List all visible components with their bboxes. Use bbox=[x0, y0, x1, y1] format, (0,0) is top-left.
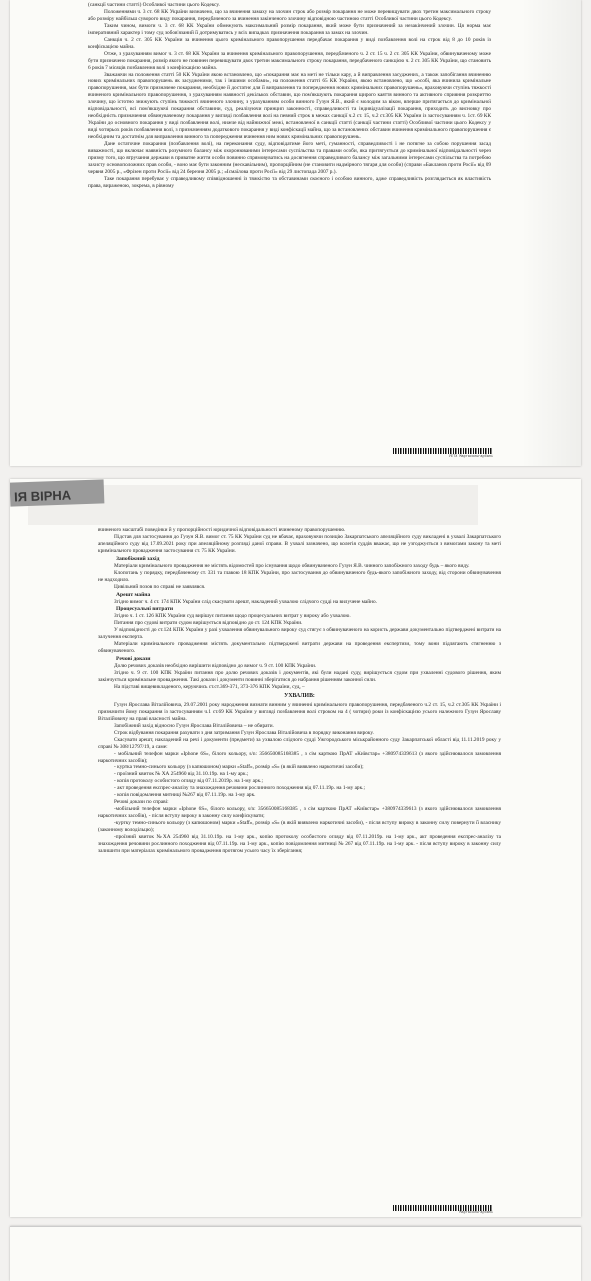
verdict-heading: УХВАЛИВ: bbox=[284, 692, 315, 699]
paragraph: На підставі вищевикладеного, керуючись ст.ст.369-371, 373-376 КПК України, суд, – bbox=[114, 683, 305, 690]
paragraph: Положеннями ч. 3 ст. 68 КК України визначено, що за вчинення замаху на злочин строк або розмір покарання не може перевищувати двох третин максимального строку або розміру найбільш суворого виду покарання, передбаченого за вчинення закінченого злочину відповідною частиною статті Особливої частини цього Кодексу. bbox=[88, 8, 491, 22]
section-heading: Арешт майна bbox=[116, 591, 151, 598]
barcode-number: Маргасольгарбані bbox=[459, 1211, 493, 1215]
paragraph: вчиненого масштабі поведінки й у пропорційності юридичної відповідальності вчиненому правопорушенню. bbox=[98, 527, 346, 533]
paragraph: Цивільний позов по справі не заявлявся. bbox=[114, 583, 206, 590]
paragraph: Клопотань у порядку, передбаченому ст. 331 та главою 18 КПК України, про застосування до обвинуваченого будь-якого запобіжного заходу, від сторони обвинувачення не надходило. bbox=[98, 569, 501, 583]
list-item: -мобільний телефон марки «Iphone 6S», білого кольору, s/n: 356650085168385 , з сім карткою ПрАТ «Київстар» +380974339613 (з якого здійснювалося замовлення наркотичних засобів), - після вступу вироку в законну силу конфіскувати; bbox=[98, 806, 501, 820]
paragraph: Строк відбування покарання рахувати з дня затримання Гузун Ярослава Віталійовича в порядку виконання вироку. bbox=[114, 729, 374, 736]
paragraph: Зважаючи на положення статті 50 КК України якою встановлено, що «покарання має на меті не тільки кару, а й виправлення засуджених, а також запобігання вчиненню нових кримінальних правопорушень як засудженими, так і іншими особами», на положення статті 65 КК України, якою встановлено, що «особі, яка вчинила кримінальне правопорушення, має бути призначене покарання, необхідне й достатнє для її виправлення та попередження нових кримінальних правопорушень», враховуючи ступінь тяжкості вчиненого кримінального правопорушення, з урахуванням наявності декількох обставин, що пом'якшують покарання щирого каяття винного та активного сприяння розкриттю злочину, що істотно знижують ступінь тяжкості вчиненого злочину, з урахуванням особи винного Гузун Я.В., який є молодим за віком, вперше притягається до кримінальної відповідальності, всі пом'якшуючі покарання обставини, суд, реалізуючи принцип законності, справедливості та індивідуалізації покарання, приходить до висновку про необхідність призначення обвинуваченому покарання у вигляді позбавлення волі на певний строк в межах санкції ч.2 ст. 15, ч.2 ст.305 КК України із застосуванням ч. 1ст. 69 КК України до основного покарання у виді позбавлення волі, нижче від найнижчої межі, встановленої в санкції статті (санкції частини статті) Особливої частини цього Кодексу у виді чотирьох років позбавлення волі, з призначенням додаткового покарання у виді конфіскації майна, що за встановлених обставин вчинення кримінального правопорушення є необхідним та достатнім для виправлення винного та попередження вчинення ним нових кримінальних правопорушень. bbox=[88, 71, 491, 141]
paragraph: Гузун Ярослава Віталійовича, 29.07.2001 року народження визнати винним у вчиненні кримінального правопорушення, передбаченого ч.2 ст. 15, ч.2 ст.305 КК України і призначити йому покарання із застосуванням ч.1 ст.69 КК України у вигляді позбавлення волі строком на 4 ( чотири) роки із конфіскацією усього належного Гузун Ярославу Віталійовичу на праві власності майна. bbox=[98, 701, 501, 722]
section-heading: Процесуальні витрати bbox=[116, 606, 174, 613]
page-shadow bbox=[521, 0, 581, 466]
top-line: (санкції частини статті) Особливої частини цього Кодексу. bbox=[88, 2, 220, 8]
paragraph: Санкція ч. 2 ст. 305 КК України за вчинення цього кримінального правопорушення передбачає покарання у виді позбавлення волі на строк від 8 до 10 років із конфіскацією майна. bbox=[88, 36, 491, 50]
paragraph: Речові докази по справі: bbox=[114, 799, 169, 806]
document-page-3 bbox=[10, 1226, 581, 1281]
paragraph: Таке покарання перебуває у справедливому співвідношенні із тяжкістю та обставинами скоєного і особою винного, адже справедливість розглядається як властивість права, вираженою, зокрема, в рівному bbox=[88, 175, 491, 189]
list-item: - копія повідомлення митниці №267 від 07.11.19р. на 1-му арк. bbox=[114, 792, 256, 799]
paragraph: Згідно ч. 9 ст. 100 КПК України питання про долю речових доказів і документів, які були надані суду, вирішується судом при ухваленні судового рішення, яким закінчується кримінальне провадження. Такі докази і документи повинні зберігатися до набрання рішенням законної сили. bbox=[98, 670, 501, 684]
list-item: - копія протоколу особистого огляду від 07.11.2019р. на 1-му арк.; bbox=[114, 778, 263, 785]
paragraph: Долю речових доказів необхідно вирішити відповідно до вимог ч. 9 ст. 100 КПК України. bbox=[114, 663, 317, 670]
list-item: - акт проведення експрес-аналізу та знахождення речовини рослинного походження від 07.11.19р. на 1-му арк.; bbox=[114, 785, 365, 792]
document-page-2 bbox=[10, 479, 581, 1217]
page-2-text bbox=[98, 527, 501, 855]
list-item: - проїзний квиток № ХА 254960 від 31.10.19р. на 1-му арк.; bbox=[114, 771, 249, 778]
paragraph: Підстав для застосування до Гузун Я.В. вимог ст. 75 КК України суд не вбачає, враховуючи позицію Закарпатського апеляційного суду викладені в ухвалі Закарпатського апеляційного суду від 17.09.2021 року при апеляційному розгляді даної справи. В ухвалі зазначено, що колегія суддів вважає, що не узгоджується з вимогами закону та меті кримінального провадження застосування ст. 75 КК України. bbox=[98, 533, 501, 554]
page-1-text bbox=[88, 2, 491, 190]
paragraph: У відповідності до ст.124 КПК України у разі ухвалення обвинувального вироку суд стягує з обвинуваченого на користь держави документально підтверджені витрати на залучення експерта. bbox=[98, 627, 501, 641]
paragraph: Дане остаточне покарання (позбавлення волі), на переконання суду, відповідатиме його меті, гуманності, справедливості і не потягне за собою порушення засад виважності, що включає наявність розумного балансу між охоронюваними інтересами суспільства та правами особи, яка притягується до кримінальної відповідальності через призму того, що втручання держави в приватне життя особи повинно спрямовуватись на досягнення справедливого балансу між загальними інтересами суспільства та потребою захисту основоположних прав особи, - воно має бути законним (нескавільним), пропорційним (не становити надмірного тягаря для особи) (справи «Бакланов проти Росії» від 09 червня 2005 р., «Фрізен проти Росії» від 24 березня 2005 р.; «Ісмаїлова проти Росії» від 29 листопада 2007 р.). bbox=[88, 141, 491, 175]
list-item: -куртку темно-синього кольору (з капюшоном) марки «Staff», розмір «S» (в якій виявлено наркотичні засоби), - після вступу вироку в законну силу повернути її власнику (законному володільцю); bbox=[98, 820, 501, 834]
paragraph: Отже, з урахуванням вимог ч. 3 ст. 68 КК України за вчинення кримінального правопорушення, передбаченого ч. 2 ст. 15 ч. 2 ст. 305 КК України, обвинуваченому може бути призначено покарання, розмір якого не повинен перевищувати двох третин максимального строку покарання, передбаченого санкцією ч. 2 ст. 305 КК України, що становить 6 років 7 місяців позбавлення волі з конфіскацією майна. bbox=[88, 50, 491, 71]
paragraph: Таким чином, вимоги ч. 3 ст. 68 КК України обмежують максимальний розмір покарання, який може бути призначений за незакінчений злочин. Ця норма має імперативний характер і тому суд зобов'язаний її дотримуватись у всіх випадках призначення покарання за замах на злочин. bbox=[88, 22, 491, 36]
document-page-1 bbox=[10, 0, 581, 466]
section-heading: Запобіжний захід bbox=[116, 555, 160, 562]
list-item: -проїзний квиток №ХА 254960 від 31.10.19р. на 1-му арк., копію протоколу особистого огляду від 07.11.2019р. на 1-му арк., акт проведення експрес-аналізу та знахождення речовини рослинного походження від 07.11.19р. на 1-му арк., копію повідомлення митниці № 267 від 07.11.19р. на 1-му арк. - після вступу вироку в законну силу залишити при матеріалах кримінального провадження протягом усього часу їх зберігання; bbox=[98, 833, 501, 854]
list-item: - куртка темно-синього кольору (з капюшоном) марки «Staff», розмір «S» (в якій виявлено наркотичні засоби); bbox=[114, 764, 364, 771]
paragraph: Згідно ч. 1 ст. 126 КПК України суд вирішує питання щодо процесуальних витрат у вироку або ухвалою. bbox=[114, 613, 351, 620]
section-heading: Речові докази bbox=[116, 656, 151, 663]
barcode bbox=[393, 448, 493, 454]
paragraph: Запобіжний захід відносно Гузун Ярослава Віталійовича – не обирати. bbox=[114, 722, 274, 729]
paragraph: Скасувати арешт, накладений на речі і документи (предмети) за ухвалою слідчого судді Ужгородського міськрайонного суду Закарпатської області від 11.11.2019 року у справі № 308/12797/19, а саме: bbox=[98, 736, 501, 750]
paragraph: Матеріали кримінального провадження не містять відомостей про існування щодо обвинуваченого Гузун Я.В. чинного запобіжного заходу будь – якого виду. bbox=[114, 562, 470, 569]
paragraph: Згідно вимог ч. 4 ст. 174 КПК України слід скасувати арешт, накладений ухвалою слідчого судді на вилучене майно. bbox=[114, 598, 377, 605]
certified-stamp: ІЯ ВІРНА bbox=[10, 479, 104, 506]
barcode-number: УЕТХ Маргасольгарбані bbox=[448, 455, 493, 459]
paragraph: Питання про судові витрати судом вирішується відповідно до ст. 124 КПК України. bbox=[114, 620, 303, 627]
paragraph: Матеріали кримінального провадження містять документально підтверджені витрати держави на проведення експертизи, тому вони підлягають стягненню з обвинуваченого. bbox=[98, 641, 501, 655]
list-item: - мобільний телефон марки «Iphone 6S», білого кольору, s/n: 356650085168385 , з сім карткою ПрАТ «Київстар» +380974339613 (з якого здійснювалося замовлення наркотичних засобів); bbox=[98, 750, 501, 764]
